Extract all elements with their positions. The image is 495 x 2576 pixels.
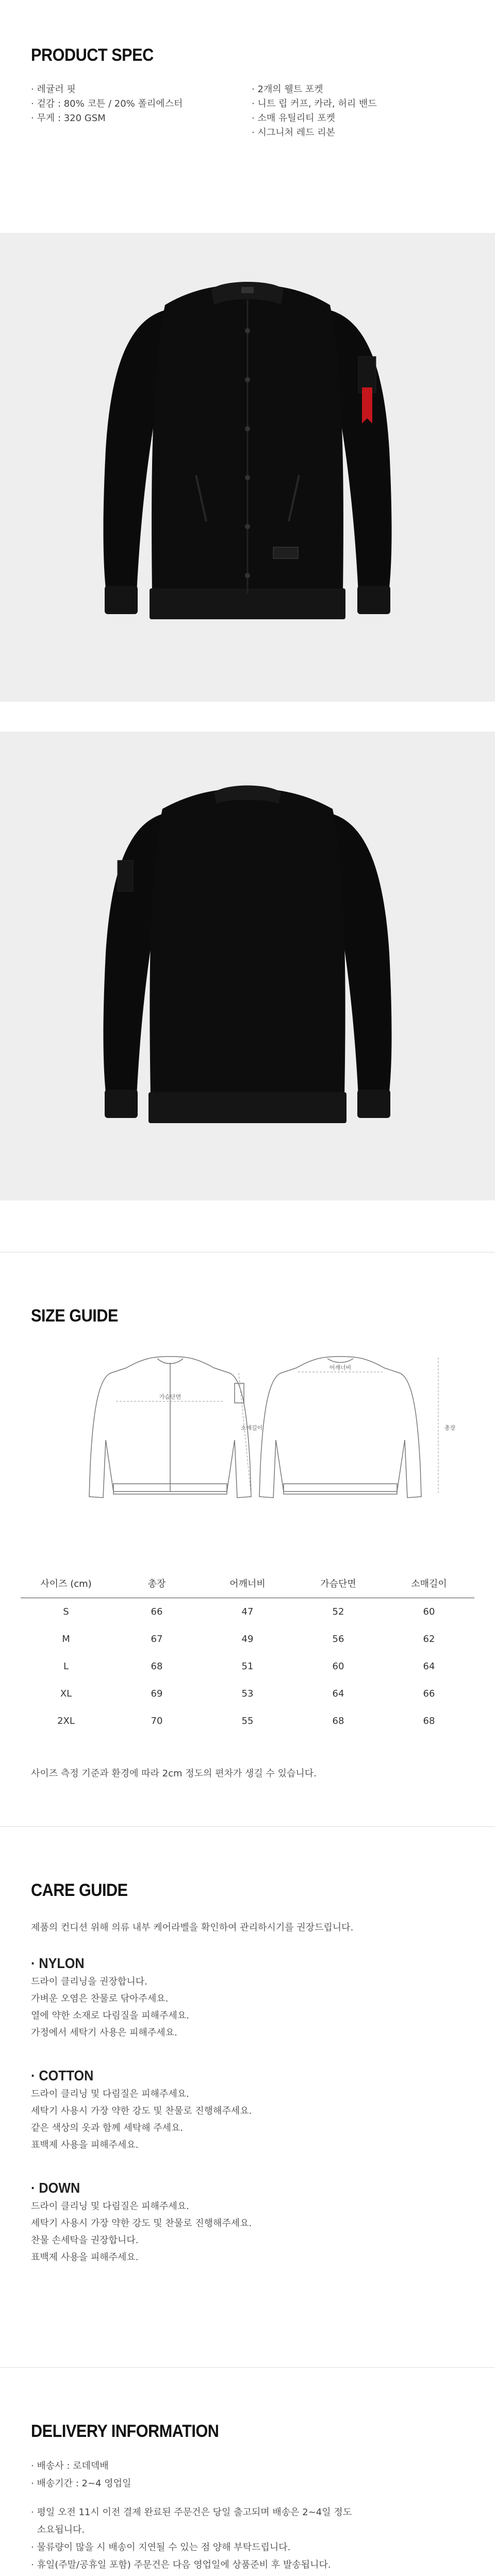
sleeve-label: 소매길이 bbox=[240, 1425, 263, 1431]
table-cell: 66 bbox=[151, 1606, 163, 1617]
care-line: 열에 약한 소재로 다림질을 피해주세요. bbox=[31, 2010, 189, 2021]
table-cell: 49 bbox=[241, 1634, 254, 1645]
care-line: 드라이 클리닝을 권장합니다. bbox=[31, 1976, 147, 1987]
section-divider bbox=[0, 2367, 495, 2368]
table-header-cell: 총장 bbox=[147, 1579, 166, 1589]
size-diagram bbox=[0, 1347, 495, 1517]
table-header-cell: 사이즈 (cm) bbox=[40, 1579, 92, 1589]
delivery-list bbox=[31, 2458, 352, 2576]
table-cell: L bbox=[63, 1661, 69, 1672]
table-cell: M bbox=[62, 1634, 70, 1645]
delivery-item: · 배송사 : 로데덱배 bbox=[31, 2461, 109, 2471]
spec-item: · 레귤러 핏 bbox=[31, 84, 76, 95]
section-divider bbox=[0, 1826, 495, 1827]
spec-list-left bbox=[31, 82, 183, 126]
table-row bbox=[21, 1625, 474, 1653]
delivery-item bbox=[31, 2574, 352, 2576]
table-cell: 62 bbox=[423, 1634, 435, 1645]
size-table bbox=[21, 1569, 474, 1735]
table-cell: 55 bbox=[241, 1716, 254, 1726]
table-cell: 47 bbox=[241, 1606, 254, 1617]
table-cell: 70 bbox=[151, 1716, 163, 1726]
jacket-front-photo bbox=[0, 233, 495, 702]
table-cell: 68 bbox=[151, 1661, 163, 1672]
spec-item: · 무게 : 320 GSM bbox=[31, 113, 106, 124]
table-cell: XL bbox=[60, 1688, 72, 1699]
care-guide-title: CARE GUIDE bbox=[31, 1880, 128, 1900]
care-section-title: · DOWN bbox=[31, 2180, 80, 2196]
table-cell: 56 bbox=[332, 1634, 344, 1645]
delivery-title: DELIVERY INFORMATION bbox=[31, 2421, 219, 2441]
size-note: 사이즈 측정 기준과 환경에 따라 2cm 정도의 편차가 생길 수 있습니다. bbox=[31, 1768, 317, 1779]
delivery-item: · 휴일(주말/공휴일 포함) 주문건은 다음 영업일에 상품준비 후 발송됩니다. bbox=[31, 2560, 331, 2570]
table-header-cell: 어깨너비 bbox=[229, 1579, 266, 1589]
care-line: 세탁기 사용시 가장 약한 강도 및 찬물로 진행해주세요. bbox=[31, 2218, 252, 2229]
table-cell: 52 bbox=[332, 1606, 344, 1617]
care-section-title: · NYLON bbox=[31, 1955, 85, 1971]
jacket-back-photo bbox=[0, 732, 495, 1200]
delivery-item: 소요됩니다. bbox=[31, 2524, 85, 2535]
table-header bbox=[21, 1569, 474, 1598]
table-cell: 60 bbox=[423, 1606, 435, 1617]
table-cell: 68 bbox=[332, 1716, 344, 1726]
table-cell: 51 bbox=[241, 1661, 254, 1672]
delivery-item: · 배송기간 : 2~4 영업일 bbox=[31, 2478, 131, 2489]
care-line: 같은 색상의 옷과 함께 세탁해 주세요. bbox=[31, 2123, 184, 2133]
care-line: 가벼운 오염은 찬물로 닦아주세요. bbox=[31, 1993, 169, 2004]
table-cell: 64 bbox=[423, 1661, 435, 1672]
care-line: 드라이 클리닝 및 다림질은 피해주세요. bbox=[31, 2089, 189, 2099]
delivery-item: · 평일 오전 11시 이전 결제 완료된 주문건은 당일 출고되며 배송은 2~4일 정도 bbox=[31, 2507, 352, 2518]
table-row bbox=[21, 1653, 474, 1680]
table-cell: 64 bbox=[332, 1688, 344, 1699]
table-row bbox=[21, 1680, 474, 1707]
size-guide-title: SIZE GUIDE bbox=[31, 1306, 118, 1326]
care-intro: 제품의 컨디션 위해 의류 내부 케어라벨을 확인하여 관리하시기를 권장드립니다. bbox=[31, 1922, 354, 1933]
table-cell: 67 bbox=[151, 1634, 163, 1645]
delivery-item: · 물류량이 많을 시 배송이 지연될 수 있는 점 양해 부탁드립니다. bbox=[31, 2542, 291, 2553]
table-cell: 60 bbox=[332, 1661, 344, 1672]
table-cell: 53 bbox=[241, 1688, 254, 1699]
care-content bbox=[31, 1919, 353, 2266]
care-section-title: · COTTON bbox=[31, 2067, 94, 2083]
spec-item: · 시그니처 레드 리본 bbox=[252, 127, 335, 138]
spec-item: · 2개의 웰트 포켓 bbox=[252, 84, 323, 95]
table-cell: 66 bbox=[423, 1688, 435, 1699]
table-header-cell: 가슴단면 bbox=[320, 1579, 356, 1589]
length-label: 총장 bbox=[444, 1425, 456, 1431]
product-spec-title: PRODUCT SPEC bbox=[31, 45, 154, 65]
spec-item: · 니트 립 커프, 카라, 허리 밴드 bbox=[252, 98, 377, 109]
table-header-cell: 소매길이 bbox=[411, 1579, 447, 1589]
spec-item: · 소매 유틸리티 포켓 bbox=[252, 113, 335, 124]
care-line: 세탁기 사용시 가장 약한 강도 및 찬물로 진행해주세요. bbox=[31, 2106, 252, 2116]
shoulder-label: 어깨너비 bbox=[329, 1364, 352, 1371]
table-cell: 2XL bbox=[57, 1716, 75, 1726]
chest-label: 가슴단면 bbox=[159, 1394, 182, 1400]
care-line: 가정에서 세탁기 사용은 피해주세요. bbox=[31, 2027, 177, 2038]
table-row bbox=[21, 1707, 474, 1735]
spec-item: · 겉감 : 80% 코튼 / 20% 폴리에스터 bbox=[31, 98, 183, 109]
table-row bbox=[21, 1598, 474, 1625]
table-cell: 68 bbox=[423, 1716, 435, 1726]
care-line: 찬물 손세탁을 권장합니다. bbox=[31, 2235, 139, 2246]
spec-list-right bbox=[252, 82, 377, 140]
table-cell: 69 bbox=[151, 1688, 163, 1699]
care-line: 표백제 사용을 피해주세요. bbox=[31, 2140, 139, 2150]
care-line: 드라이 클리닝 및 다림질은 피해주세요. bbox=[31, 2201, 189, 2212]
care-line: 표백제 사용을 피해주세요. bbox=[31, 2252, 139, 2263]
table-cell: S bbox=[63, 1606, 69, 1617]
